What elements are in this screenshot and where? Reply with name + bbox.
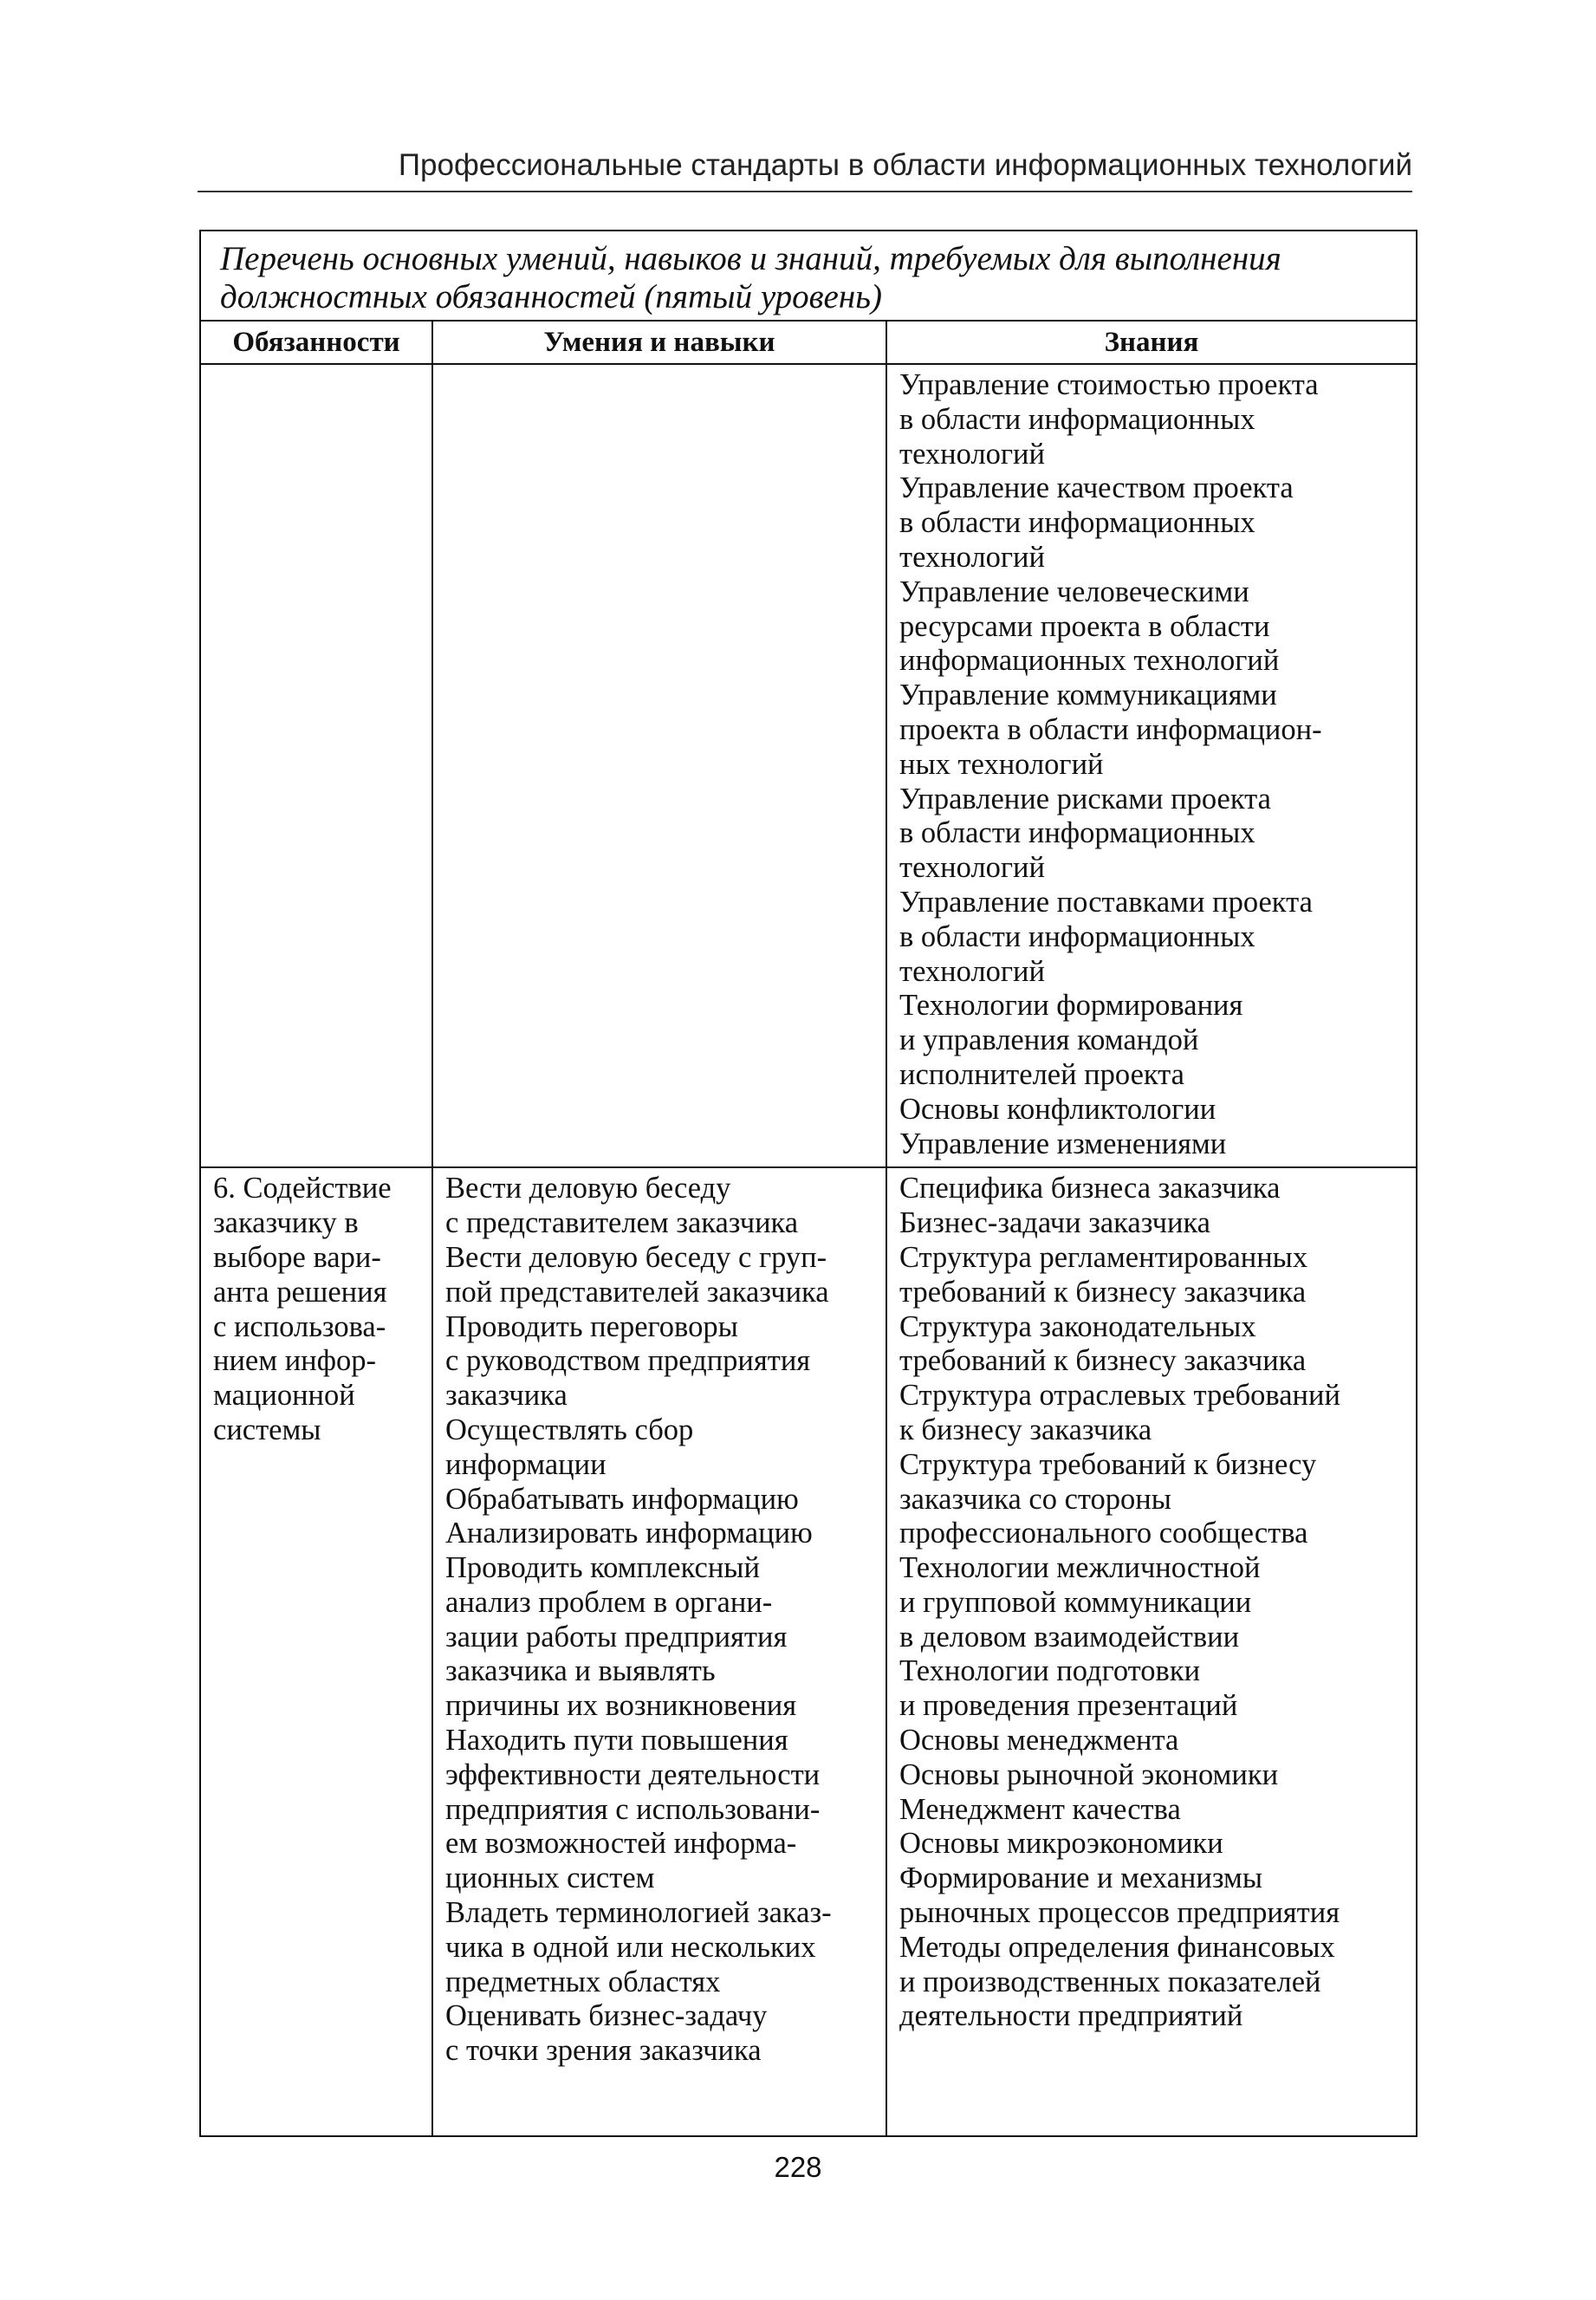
cell-line: Технологии формирования (899, 989, 1243, 1023)
table-row (200, 1167, 1417, 2136)
cell-line: и групповой коммуникации (899, 1585, 1252, 1619)
cell-line: мационной (213, 1379, 355, 1413)
cell-line: деятельности предприятий (899, 1999, 1243, 2033)
cell-line: зации работы предприятия (445, 1620, 788, 1654)
cell-line: технологий (899, 437, 1045, 471)
cell-line: Анализировать информацию (445, 1517, 813, 1550)
cell-line: предметных областях (445, 1965, 721, 1998)
column-header-skills: Умения и навыки (432, 321, 886, 364)
cell-line: требований к бизнесу заказчика (899, 1275, 1307, 1309)
cell-line: и управления командой (899, 1023, 1199, 1057)
cell-line: Владеть терминологией заказ- (445, 1896, 832, 1930)
cell-line: и проведения презентаций (899, 1689, 1238, 1723)
cell-line: Основы менеджмента (899, 1724, 1179, 1757)
cell-line: в области информационных (899, 919, 1255, 953)
cell-line: Структура отраслевых требований (899, 1379, 1340, 1413)
cell-line: ресурсами проекта в области (899, 609, 1270, 643)
knowledge-cell (886, 1167, 1417, 2136)
cell-line: заказчика со стороны (899, 1482, 1171, 1516)
cell-line: нием инфор- (213, 1344, 376, 1378)
cell-line: Методы определения финансовых (899, 1930, 1335, 1964)
cell-line: Основы рыночной экономики (899, 1757, 1279, 1791)
duties-cell (200, 1167, 432, 2136)
cell-line: Оценивать бизнес-задачу (445, 1999, 768, 2033)
cell-line: Обрабатывать информацию (445, 1482, 799, 1516)
cell-line: Специфика бизнеса заказчика (899, 1172, 1281, 1205)
cell-line: в области информационных (899, 816, 1255, 850)
cell-line: с руководством предприятия (445, 1344, 811, 1378)
cell-line: Управление коммуникациями (899, 679, 1277, 712)
cell-line: Структура требований к бизнесу (899, 1447, 1317, 1481)
cell-line: Управление человеческими (899, 575, 1249, 608)
cell-line: с точки зрения заказчика (445, 2034, 762, 2068)
cell-line: предприятия с использовани- (445, 1792, 821, 1826)
column-header-knowledge: Знания (886, 321, 1417, 364)
cell-line: в деловом взаимодействии (899, 1620, 1240, 1654)
page-number: 228 (774, 2151, 822, 2183)
skills-cell (432, 364, 886, 1167)
cell-line: эффективности деятельности (445, 1757, 821, 1791)
cell-line: Управление поставками проекта (899, 885, 1313, 919)
cell-line: и производственных показателей (899, 1965, 1321, 1998)
table-caption (200, 231, 1417, 321)
running-header: Профессиональные стандарты в области информационных технологий (198, 146, 1412, 192)
cell-line: заказчику в (213, 1206, 359, 1240)
cell-line: анализ проблем в органи- (445, 1585, 773, 1619)
cell-line: пой представителей заказчика (445, 1275, 829, 1309)
cell-line: с представителем заказчика (445, 1206, 799, 1240)
cell-line: Проводить комплексный (445, 1551, 760, 1585)
cell-line: ционных систем (445, 1861, 655, 1895)
cell-line: технологий (899, 540, 1045, 574)
cell-line: требований к бизнесу заказчика (899, 1344, 1307, 1378)
knowledge-cell (886, 364, 1417, 1167)
duties-cell (200, 364, 432, 1167)
cell-line: Структура законодательных (899, 1309, 1256, 1343)
cell-line: Менеджмент качества (899, 1792, 1181, 1826)
cell-line: чика в одной или нескольких (445, 1930, 816, 1964)
cell-line: рыночных процессов предприятия (899, 1896, 1340, 1930)
cell-line: проекта в области информацион- (899, 712, 1322, 746)
cell-line: Формирование и механизмы (899, 1861, 1263, 1895)
cell-line: 6. Содействие (213, 1172, 392, 1205)
cell-line: Находить пути повышения (445, 1724, 788, 1757)
cell-line: Управление рисками проекта (899, 782, 1271, 815)
cell-line: Управление стоимостью проекта (899, 368, 1319, 401)
cell-line: в области информационных (899, 402, 1255, 436)
cell-line: анта решения (213, 1275, 387, 1309)
skills-knowledge-table (199, 230, 1418, 2137)
cell-line: в области информационных (899, 506, 1255, 540)
cell-line: информационных технологий (899, 644, 1280, 678)
cell-line: Управление качеством проекта (899, 471, 1294, 505)
table-row (200, 364, 1417, 1167)
cell-line: Бизнес-задачи заказчика (899, 1206, 1210, 1240)
cell-line: ем возможностей информа- (445, 1827, 797, 1861)
cell-line: технологий (899, 851, 1045, 885)
cell-line: к бизнесу заказчика (899, 1413, 1152, 1446)
cell-line: Технологии подготовки (899, 1654, 1201, 1688)
cell-line: заказчика и выявлять (445, 1654, 716, 1688)
cell-line: с использова- (213, 1309, 386, 1343)
cell-line: Технологии межличностной (899, 1551, 1261, 1585)
cell-line: Основы микроэкономики (899, 1827, 1223, 1861)
caption-line: должностных обязанностей (пятый уровень) (220, 278, 882, 315)
cell-line: информации (445, 1447, 607, 1481)
cell-line: Вести деловую беседу (445, 1172, 731, 1205)
cell-line: ных технологий (899, 747, 1104, 781)
cell-line: Осуществлять сбор (445, 1413, 694, 1446)
cell-line: профессионального сообщества (899, 1517, 1308, 1550)
cell-line: причины их возникновения (445, 1689, 797, 1723)
cell-line: Управление изменениями (899, 1127, 1227, 1160)
cell-line: выборе вари- (213, 1240, 381, 1274)
cell-line: Проводить переговоры (445, 1309, 738, 1343)
cell-line: Основы конфликтологии (899, 1092, 1216, 1126)
cell-line: технологий (899, 954, 1045, 988)
skills-cell (432, 1167, 886, 2136)
cell-line: Структура регламентированных (899, 1240, 1308, 1274)
cell-line: системы (213, 1413, 321, 1446)
cell-line: заказчика (445, 1379, 568, 1413)
caption-line: Перечень основных умений, навыков и знаний, требуемых для выполнения (220, 240, 1281, 277)
cell-line: исполнителей проекта (899, 1057, 1184, 1091)
cell-line: Вести деловую беседу с груп- (445, 1240, 827, 1274)
column-header-duties: Обязанности (200, 321, 432, 364)
